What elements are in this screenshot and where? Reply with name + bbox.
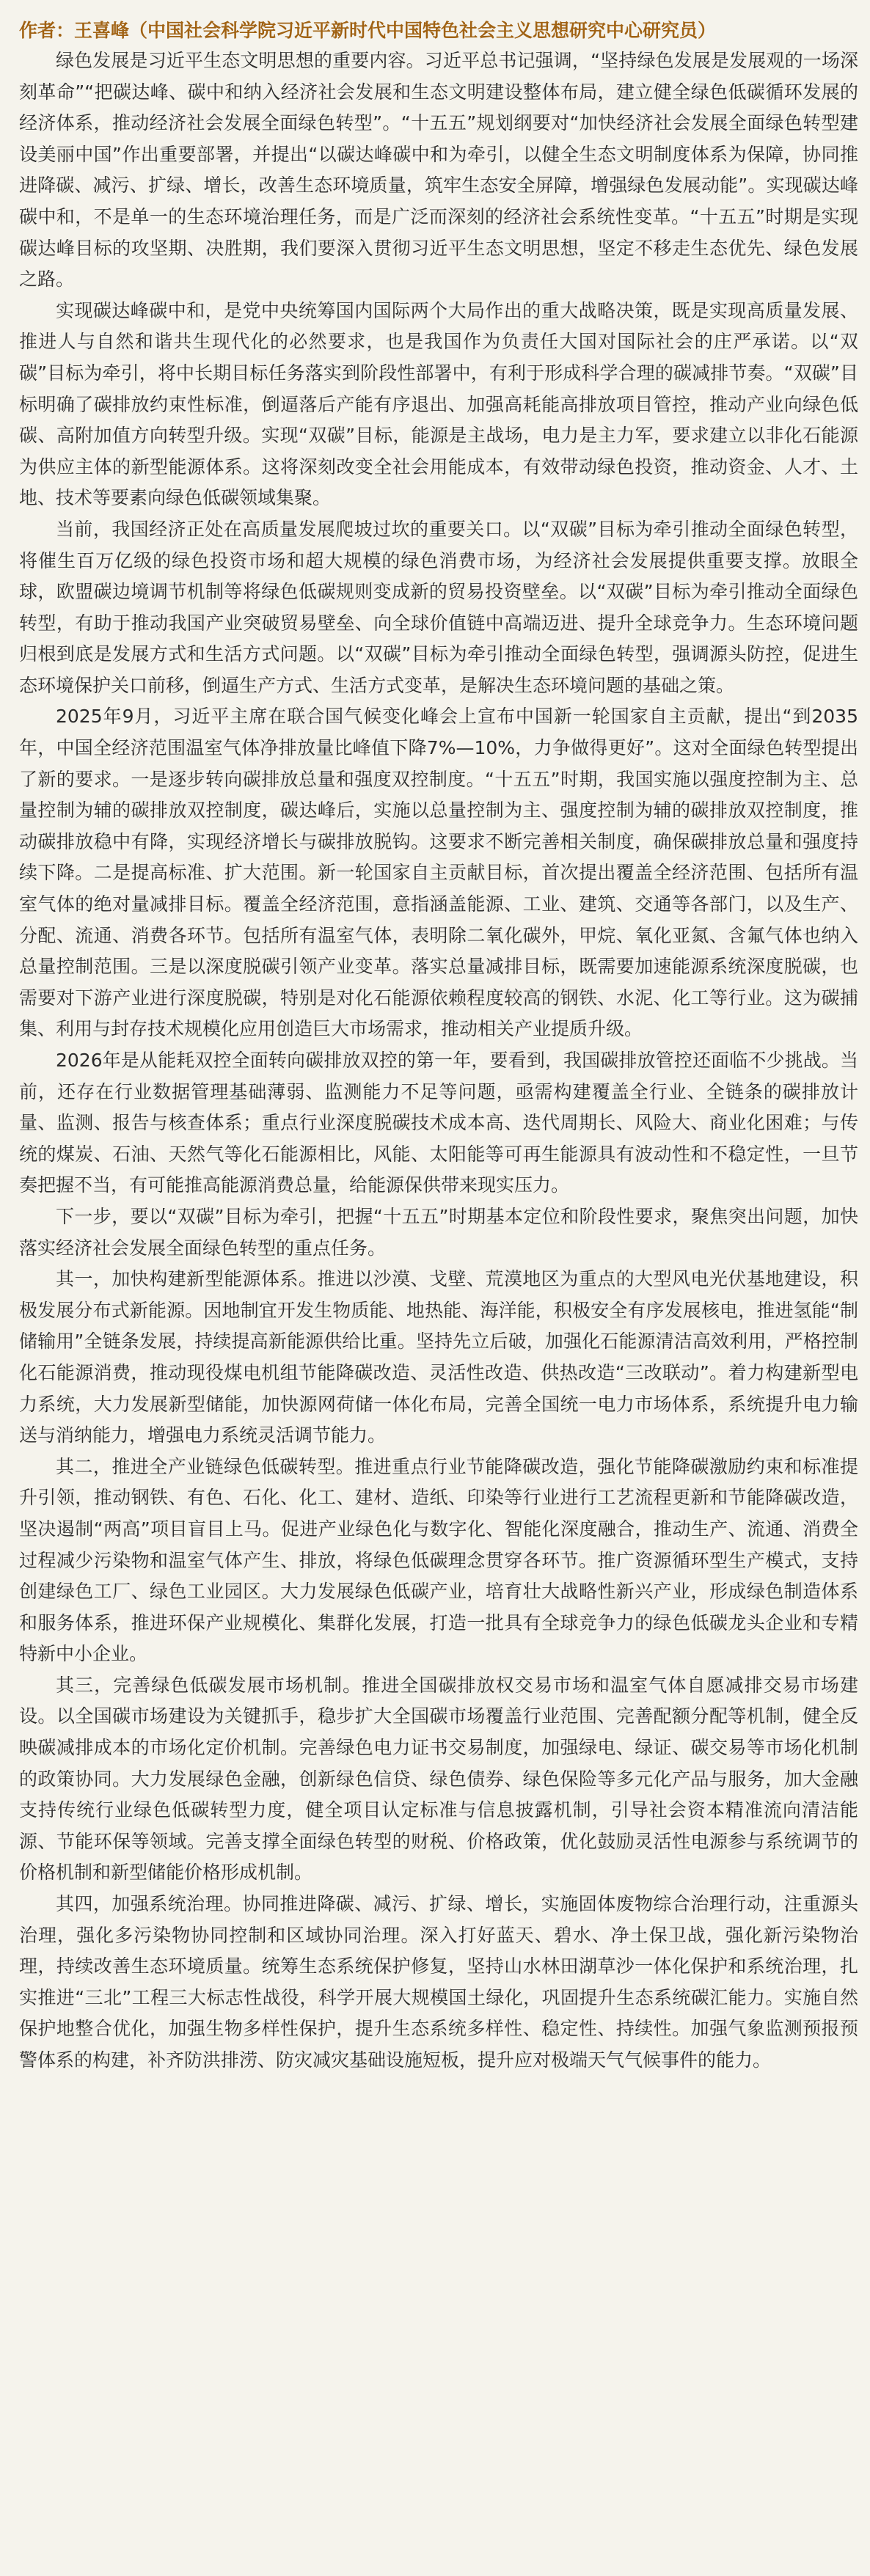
- article-paragraph-9: 其三，完善绿色低碳发展市场机制。推进全国碳排放权交易市场和温室气体自愿减排交易市场建设。以全国碳市场建设为关键抓手，稳步扩大全国碳市场覆盖行业范围、完善配额分配等机制，健全反映碳减排成本的市场化定价机制。完善绿色电力证书交易制度，加强绿电、绿证、碳交易等市场化机制的政策协同。大力发展绿色金融，创新绿色信贷、绿色债券、绿色保险等多元化产品与服务，加大金融支持传统行业绿色低碳转型力度，健全项目认定标准与信息披露机制，引导社会资本精准流向清洁能源、节能环保等领域。完善支撑全面绿色转型的财税、价格政策，优化鼓励灵活性电源参与系统调节的价格机制和新型储能价格形成机制。: [19, 1674, 858, 1884]
- article-paragraph-2: 实现碳达峰碳中和，是党中央统筹国内国际两个大局作出的重大战略决策，既是实现高质量发展、推进人与自然和谐共生现代化的必然要求，也是我国作为负责任大国对国际社会的庄严承诺。以“双碳”目标为牵引，将中长期目标任务落实到阶段性部署中，有利于形成科学合理的碳减排节奏。“双碳”目标明确了碳排放约束性标准，倒逼落后产能有序退出、加强高耗能高排放项目管控，推动产业向绿色低碳、高附加值方向转型升级。实现“双碳”目标，能源是主战场，电力是主力军，要求建立以非化石能源为供应主体的新型能源体系。这将深刻改变全社会用能成本，有效带动绿色投资，推动资金、人才、土地、技术等要素向绿色低碳领域集聚。: [19, 299, 858, 509]
- article-paragraph-6: 下一步，要以“双碳”目标为牵引，把握“十五五”时期基本定位和阶段性要求，聚焦突出问题，加快落实经济社会发展全面绿色转型的重点任务。: [19, 1205, 858, 1259]
- article-paragraph-10: 其四，加强系统治理。协同推进降碳、减污、扩绿、增长，实施固体废物综合治理行动，注重源头治理，强化多污染物协同控制和区域协同治理。深入打好蓝天、碧水、净土保卫战，强化新污染物治理，持续改善生态环境质量。统筹生态系统保护修复，坚持山水林田湖草沙一体化保护和系统治理，扎实推进“三北”工程三大标志性战役，科学开展大规模国土绿化，巩固提升生态系统碳汇能力。实施自然保护地整合优化，加强生物多样性保护，提升生态系统多样性、稳定性、持续性。加强气象监测预报预警体系的构建，补齐防洪排涝、防灾减灾基础设施短板，提升应对极端天气气候事件的能力。: [19, 1893, 858, 2071]
- article-body: [19, 16, 858, 2076]
- author-line: [19, 16, 858, 45]
- article-paragraph-7: 其一，加快构建新型能源体系。推进以沙漠、戈壁、荒漠地区为重点的大型风电光伏基地建设，积极发展分布式新能源。因地制宜开发生物质能、地热能、海洋能，积极安全有序发展核电，推进氢能“制储输用”全链条发展，持续提高新能源供给比重。坚持先立后破，加强化石能源清洁高效利用，严格控制化石能源消费，推动现役煤电机组节能降碳改造、灵活性改造、供热改造“三改联动”。着力构建新型电力系统，大力发展新型储能，加快源网荷储一体化布局，完善全国统一电力市场体系，系统提升电力输送与消纳能力，增强电力系统灵活调节能力。: [19, 1268, 858, 1446]
- author-label: 作者：: [19, 20, 75, 41]
- article-paragraph-4: 2025年9月，习近平主席在联合国气候变化峰会上宣布中国新一轮国家自主贡献，提出“到2035年，中国全经济范围温室气体净排放量比峰值下降7%—10%，力争做得更好”。这对全面绿色转型提出了新的要求。一是逐步转向碳排放总量和强度双控制度。“十五五”时期，我国实施以强度控制为主、总量控制为辅的碳排放双控制度，碳达峰后，实施以总量控制为主、强度控制为辅的碳排放双控制度，推动碳排放稳中有降，实现经济增长与碳排放脱钩。这要求不断完善相关制度，确保碳排放总量和强度持续下降。二是提高标准、扩大范围。新一轮国家自主贡献目标，首次提出覆盖全经济范围、包括所有温室气体的绝对量减排目标。覆盖全经济范围，意指涵盖能源、工业、建筑、交通等各部门，以及生产、分配、流通、消费各环节。包括所有温室气体，表明除二氧化碳外，甲烷、氧化亚氮、含氟气体也纳入总量控制范围。三是以深度脱碳引领产业变革。落实总量减排目标，既需要加速能源系统深度脱碳，也需要对下游产业进行深度脱碳，特别是对化石能源依赖程度较高的钢铁、水泥、化工等行业。这为碳捕集、利用与封存技术规模化应用创造巨大市场需求，推动相关产业提质升级。: [19, 706, 858, 1040]
- author-name: 王喜峰（中国社会科学院习近平新时代中国特色社会主义思想研究中心研究员）: [74, 20, 717, 41]
- article-paragraph-5: 2026年是从能耗双控全面转向碳排放双控的第一年，要看到，我国碳排放管控还面临不少挑战。当前，还存在行业数据管理基础薄弱、监测能力不足等问题，亟需构建覆盖全行业、全链条的碳排放计量、监测、报告与核查体系；重点行业深度脱碳技术成本高、迭代周期长、风险大、商业化困难；与传统的煤炭、石油、天然气等化石能源相比，风能、太阳能等可再生能源具有波动性和不稳定性，一旦节奏把握不当，有可能推高能源消费总量，给能源保供带来现实压力。: [19, 1050, 858, 1196]
- article-paragraph-8: 其二，推进全产业链绿色低碳转型。推进重点行业节能降碳改造，强化节能降碳激励约束和标准提升引领，推动钢铁、有色、石化、化工、建材、造纸、印染等行业进行工艺流程更新和节能降碳改造，坚决遏制“两高”项目盲目上马。促进产业绿色化与数字化、智能化深度融合，推动生产、流通、消费全过程减少污染物和温室气体产生、排放，将绿色低碳理念贯穿各环节。推广资源循环型生产模式，支持创建绿色工厂、绿色工业园区。大力发展绿色低碳产业，培育壮大战略性新兴产业，形成绿色制造体系和服务体系，推进环保产业规模化、集群化发展，打造一批具有全球竞争力的绿色低碳龙头企业和专精特新中小企业。: [19, 1455, 858, 1665]
- article-paragraph-1: 绿色发展是习近平生态文明思想的重要内容。习近平总书记强调，“坚持绿色发展是发展观的一场深刻革命”“把碳达峰、碳中和纳入经济社会发展和生态文明建设整体布局，建立健全绿色低碳循环发展的经济体系，推动经济社会发展全面绿色转型”。“十五五”规划纲要对“加快经济社会发展全面绿色转型建设美丽中国”作出重要部署，并提出“以碳达峰碳中和为牵引，以健全生态文明制度体系为保障，协同推进降碳、减污、扩绿、增长，改善生态环境质量，筑牢生态安全屏障，增强绿色发展动能”。实现碳达峰碳中和，不是单一的生态环境治理任务，而是广泛而深刻的经济社会系统性变革。“十五五”时期是实现碳达峰目标的攻坚期、决胜期，我们要深入贯彻习近平生态文明思想，坚定不移走生态优先、绿色发展之路。: [19, 50, 858, 290]
- article-paragraph-3: 当前，我国经济正处在高质量发展爬坡过坎的重要关口。以“双碳”目标为牵引推动全面绿色转型，将催生百万亿级的绿色投资市场和超大规模的绿色消费市场，为经济社会发展提供重要支撑。放眼全球，欧盟碳边境调节机制等将绿色低碳规则变成新的贸易投资壁垒。以“双碳”目标为牵引推动全面绿色转型，有助于推动我国产业突破贸易壁垒、向全球价值链中高端迈进、提升全球竞争力。生态环境问题归根到底是发展方式和生活方式问题。以“双碳”目标为牵引推动全面绿色转型，强调源头防控，促进生态环境保护关口前移，倒逼生产方式、生活方式变革，是解决生态环境问题的基础之策。: [19, 518, 858, 696]
